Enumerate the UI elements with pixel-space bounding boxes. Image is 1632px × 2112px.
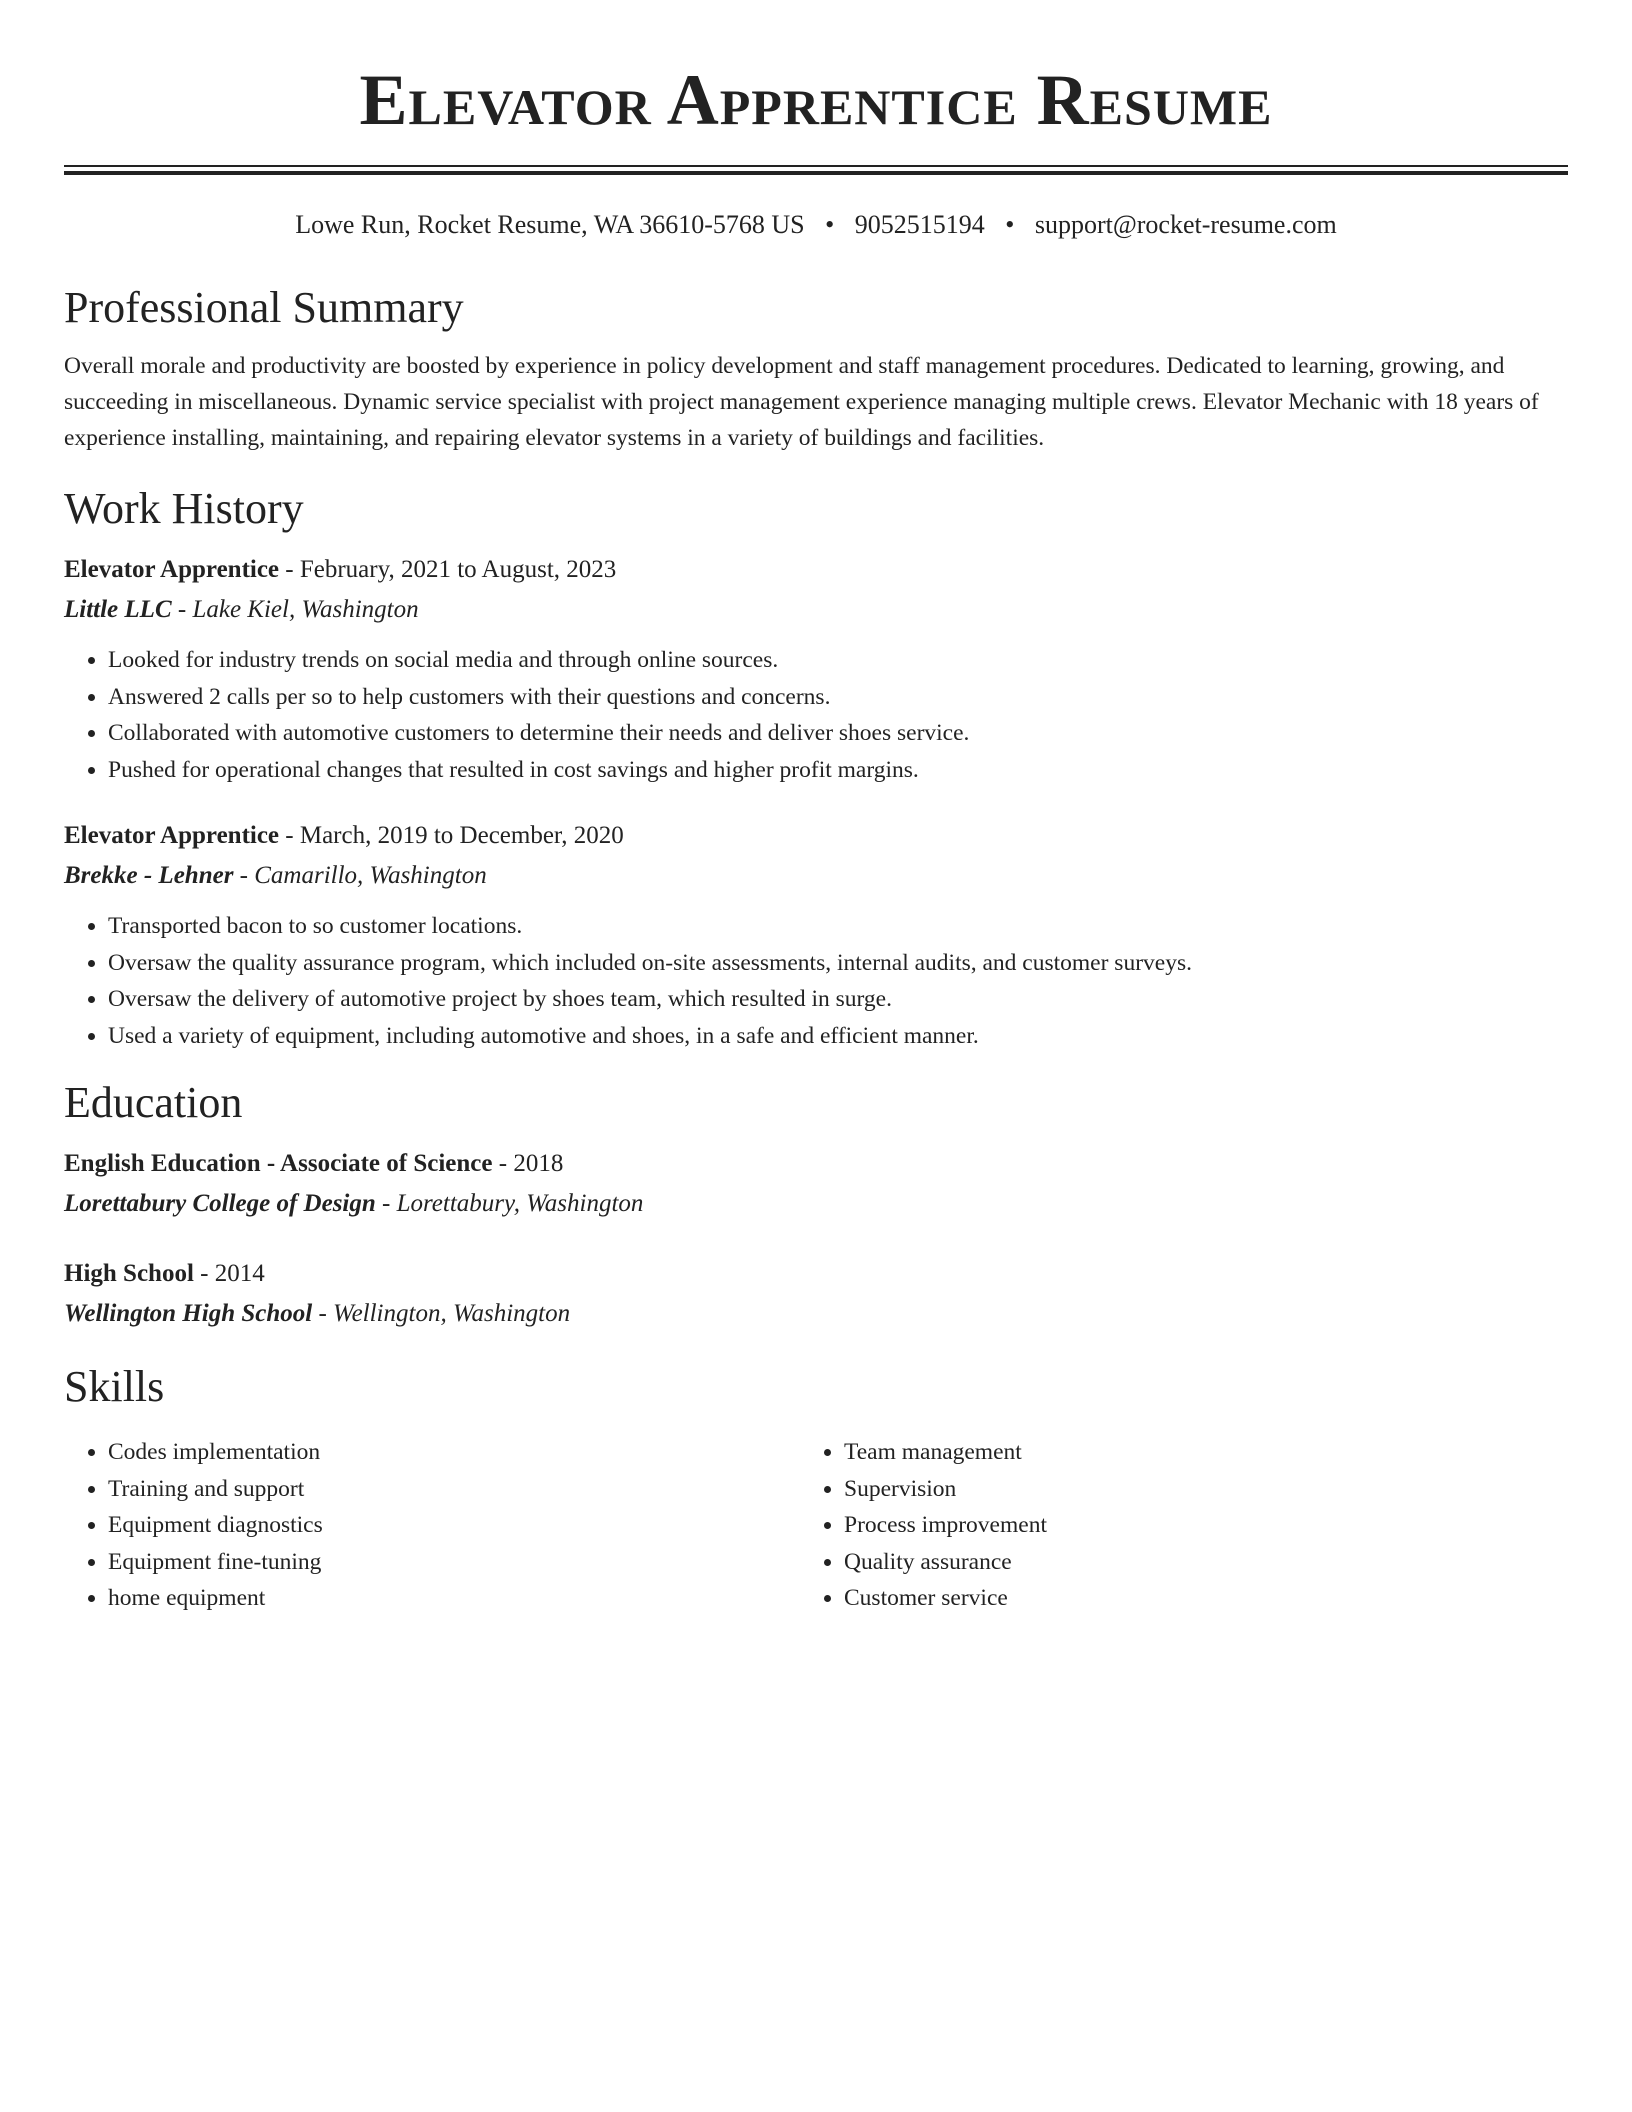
job-company-line bbox=[64, 856, 1568, 896]
contact-phone: 9052515194 bbox=[854, 210, 985, 239]
skill-item: • home equipment bbox=[108, 1580, 764, 1617]
education-degree: English Education - Associate of Science bbox=[64, 1150, 493, 1177]
skills-heading: Skills bbox=[64, 1362, 165, 1411]
job-dates: - February, 2021 to August, 2023 bbox=[279, 556, 617, 583]
job-bullets bbox=[64, 642, 1568, 788]
job-location: - Lake Kiel, Washington bbox=[171, 596, 419, 623]
job-entry bbox=[64, 816, 1568, 1054]
job-dates: - March, 2019 to December, 2020 bbox=[279, 822, 624, 849]
skill-item: • Team management bbox=[844, 1434, 1464, 1471]
job-bullet: • Looked for industry trends on social media and through online sources. bbox=[108, 642, 1568, 679]
job-bullet: • Collaborated with automotive customers to determine their needs and deliver shoes service. bbox=[108, 715, 1568, 752]
contact-email: support@rocket-resume.com bbox=[1034, 210, 1337, 239]
skill-item: • Training and support bbox=[108, 1471, 764, 1508]
skill-item: • Equipment fine-tuning bbox=[108, 1544, 764, 1581]
title-divider bbox=[64, 165, 1568, 175]
job-bullet: • Oversaw the quality assurance program, which included on-site assessments, internal audits, and customer surveys. bbox=[108, 945, 1568, 982]
work-history-heading: Work History bbox=[64, 484, 304, 533]
skill-item: • Process improvement bbox=[844, 1507, 1464, 1544]
education-entry bbox=[64, 1144, 1568, 1224]
job-company-line bbox=[64, 590, 1568, 630]
job-bullet: • Oversaw the delivery of automotive project by shoes team, which resulted in surge. bbox=[108, 981, 1568, 1018]
education-year: - 2014 bbox=[193, 1260, 265, 1287]
job-bullet: • Transported bacon to so customer locations. bbox=[108, 908, 1568, 945]
contact-separator: • bbox=[1005, 210, 1015, 239]
job-entry bbox=[64, 550, 1568, 788]
skill-item: • Quality assurance bbox=[844, 1544, 1464, 1581]
job-bullet: • Pushed for operational changes that resulted in cost savings and higher profit margins. bbox=[108, 752, 1568, 789]
job-title-line bbox=[64, 550, 1568, 590]
education-entry bbox=[64, 1254, 1568, 1334]
education-location: - Lorettabury, Washington bbox=[375, 1190, 644, 1217]
education-school-line bbox=[64, 1294, 1568, 1334]
job-bullet: • Answered 2 calls per so to help customers with their questions and concerns. bbox=[108, 679, 1568, 716]
job-title: Elevator Apprentice bbox=[64, 556, 280, 583]
education-degree-line bbox=[64, 1144, 1568, 1184]
skills-list bbox=[64, 1434, 1568, 1617]
skills-column bbox=[764, 1434, 1464, 1617]
contact-address: Lowe Run, Rocket Resume, WA 36610-5768 US bbox=[295, 210, 805, 239]
education-school: Lorettabury College of Design bbox=[64, 1190, 376, 1217]
education-year: - 2018 bbox=[492, 1150, 564, 1177]
skill-item: • Supervision bbox=[844, 1471, 1464, 1508]
education-location: - Wellington, Washington bbox=[312, 1300, 571, 1327]
job-location: - Camarillo, Washington bbox=[233, 862, 487, 889]
job-title-line bbox=[64, 816, 1568, 856]
education-degree-line bbox=[64, 1254, 1568, 1294]
contact-separator: • bbox=[825, 210, 835, 239]
contact-line bbox=[64, 209, 1568, 241]
summary-heading: Professional Summary bbox=[64, 283, 464, 332]
education-school-line bbox=[64, 1184, 1568, 1224]
skill-item: • Customer service bbox=[844, 1580, 1464, 1617]
resume-title: Elevator Apprentice Resume bbox=[359, 60, 1273, 140]
job-bullet: • Used a variety of equipment, including automotive and shoes, in a safe and efficient manner. bbox=[108, 1018, 1568, 1055]
education-heading: Education bbox=[64, 1078, 243, 1127]
skill-item: • Codes implementation bbox=[108, 1434, 764, 1471]
job-company: Brekke - Lehner bbox=[64, 862, 234, 889]
job-bullets bbox=[64, 908, 1568, 1054]
job-title: Elevator Apprentice bbox=[64, 822, 280, 849]
skills-column bbox=[64, 1434, 764, 1617]
education-school: Wellington High School bbox=[64, 1300, 313, 1327]
job-company: Little LLC bbox=[64, 596, 172, 623]
skill-item: • Equipment diagnostics bbox=[108, 1507, 764, 1544]
education-degree: High School bbox=[64, 1260, 194, 1287]
summary-text: Overall morale and productivity are boosted by experience in policy development and staff management procedures. Dedicated to learning, growing, and succeeding in miscellaneous. Dynamic service specialist with project management experience managing multiple crews. Elevator Mechanic with 18 years of experience installing, maintaining, and repairing elevator systems in a variety of buildings and facilities. bbox=[64, 353, 1539, 451]
